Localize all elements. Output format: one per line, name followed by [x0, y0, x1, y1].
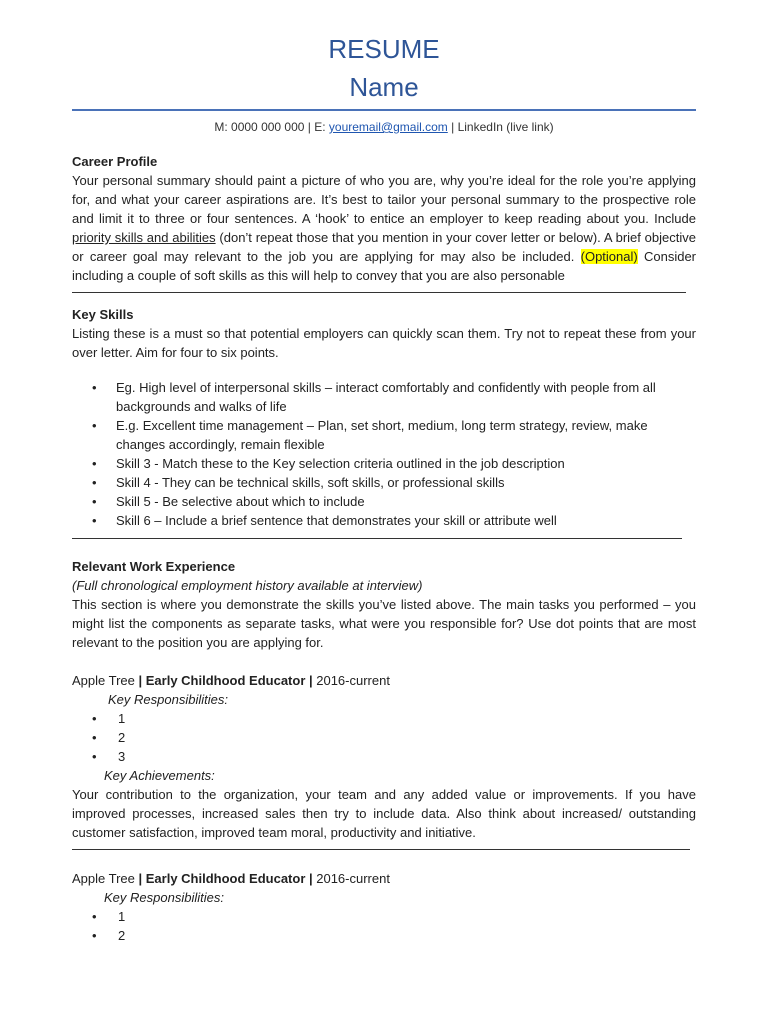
list-item — [92, 416, 696, 454]
section-divider — [72, 538, 682, 539]
achievements-label: Key Achievements: — [104, 768, 215, 783]
responsibilities-list — [72, 709, 696, 766]
bullet-icon: • — [92, 418, 97, 433]
contact-line — [72, 120, 696, 134]
career-profile-heading: Career Profile — [72, 154, 158, 169]
key-skills-heading: Key Skills — [72, 307, 134, 322]
experience-section — [72, 557, 696, 945]
bullet-icon: • — [92, 711, 97, 726]
job-dates: 2016-current — [312, 871, 390, 886]
skill-text: Skill 5 - Be selective about which to include — [116, 494, 365, 509]
career-profile-text-1: Your personal summary should paint a picture of who you are, why you’re ideal for the role you’re applying for, and what your career aspirations are. It’s best to tailor your personal summary to the prospective role and limit it to three or four sentences. A ‘hook’ to entice an employer to keep reading about you. Include — [72, 173, 696, 226]
optional-highlight: (Optional) — [580, 249, 638, 264]
list-item — [72, 709, 696, 728]
bullet-icon: • — [92, 494, 97, 509]
list-item — [72, 926, 696, 945]
responsibilities-label: Key Responsibilities: — [108, 692, 228, 707]
experience-heading: Relevant Work Experience — [72, 559, 236, 574]
list-item — [92, 473, 696, 492]
resume-page — [72, 0, 696, 945]
responsibility-text: 1 — [118, 909, 126, 924]
responsibility-text: 1 — [118, 711, 126, 726]
skills-list — [72, 378, 696, 530]
contact-linkedin: | LinkedIn (live link) — [447, 120, 554, 134]
responsibility-text: 2 — [118, 928, 126, 943]
responsibilities-list — [72, 907, 696, 945]
job-title: | Early Childhood Educator | — [138, 871, 313, 886]
responsibility-text: 3 — [118, 749, 126, 764]
skill-text: E.g. Excellent time management – Plan, set short, medium, long term strategy, review, make changes accordingly, remain flexible — [116, 418, 648, 452]
experience-intro: This section is where you demonstrate the skills you’ve listed above. The main tasks you performed – you might list the components as separate tasks, what were you responsible for? Use dot points that are most relevant to the position you are applying for. — [72, 597, 696, 650]
employer-name: Apple Tree — [72, 871, 139, 886]
bullet-icon: • — [92, 380, 97, 395]
bullet-icon: • — [92, 513, 97, 528]
job-header — [72, 671, 696, 690]
skill-text: Skill 4 - They can be technical skills, soft skills, or professional skills — [116, 475, 505, 490]
list-item — [72, 728, 696, 747]
job-title: | Early Childhood Educator | — [138, 673, 313, 688]
employer-name: Apple Tree — [72, 673, 139, 688]
bullet-icon: • — [92, 456, 97, 471]
list-item — [72, 907, 696, 926]
job-entry — [72, 869, 696, 945]
career-profile-section — [72, 152, 696, 293]
skill-text: Eg. High level of interpersonal skills – interact comfortably and confidently with people from all backgrounds and walks of life — [116, 380, 656, 414]
bullet-icon: • — [92, 928, 97, 943]
achievements-text: Your contribution to the organization, your team and any added value or improvements. If you have improved processes, increased sales then try to include data. Also think about increased/ outstanding customer satisfaction, improved team moral, productivity and initiative. — [72, 787, 696, 840]
bullet-icon: • — [92, 730, 97, 745]
key-skills-intro: Listing these is a must so that potential employers can quickly scan them. Try not to repeat these from your over letter. Aim for four to six points. — [72, 326, 696, 360]
section-divider — [72, 292, 686, 293]
job-entry — [72, 671, 696, 850]
email-link[interactable]: youremail@gmail.com — [328, 120, 448, 134]
list-item — [92, 378, 696, 416]
contact-phone: M: 0000 000 000 | E: — [214, 120, 329, 134]
job-dates: 2016-current — [312, 673, 390, 688]
career-profile-text — [72, 171, 696, 285]
resume-title — [72, 30, 696, 106]
list-item — [72, 747, 696, 766]
document-title: RESUME — [328, 34, 440, 64]
bullet-icon: • — [92, 475, 97, 490]
list-item — [92, 492, 696, 511]
list-item — [92, 454, 696, 473]
responsibilities-label: Key Responsibilities: — [104, 890, 224, 905]
skill-text: Skill 3 - Match these to the Key selection criteria outlined in the job description — [116, 456, 565, 471]
key-skills-section — [72, 305, 696, 539]
priority-skills-text: priority skills and abilities — [72, 230, 216, 245]
job-header — [72, 869, 696, 888]
bullet-icon: • — [92, 749, 97, 764]
skill-text: Skill 6 – Include a brief sentence that demonstrates your skill or attribute well — [116, 513, 557, 528]
title-divider — [72, 109, 696, 111]
experience-subheading: (Full chronological employment history available at interview) — [72, 578, 423, 593]
career-profile-text-2: (don’t repeat those that you mention in your cover letter or below). A brief objective or career goal may relevant to the job you are applying for may also be included. — [72, 230, 696, 264]
candidate-name: Name — [349, 72, 419, 102]
career-profile-text-3: Consider including a couple of soft skills as this will help to convey that you are also personable — [72, 249, 696, 283]
bullet-icon: • — [92, 909, 97, 924]
section-divider — [72, 849, 690, 850]
responsibility-text: 2 — [118, 730, 126, 745]
list-item — [92, 511, 696, 530]
